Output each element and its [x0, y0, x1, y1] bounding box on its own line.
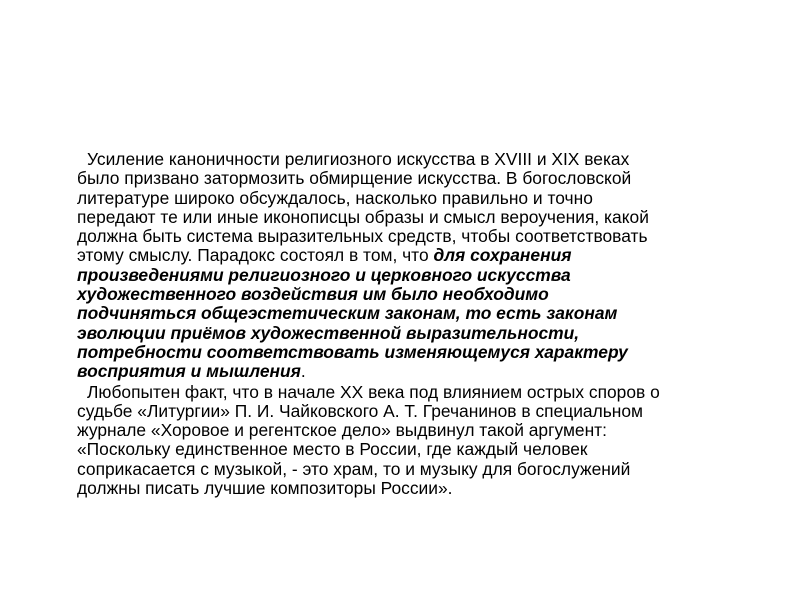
paragraph-2-line: журнале «Хоровое и регентское дело» выдвинул такой аргумент: [77, 420, 607, 441]
paragraph-2-line: «Поскольку единственное место в России, где каждый человек [77, 439, 588, 460]
paragraph-1-line: передают те или иные иконописцы образы и смысл вероучения, какой [77, 206, 649, 227]
emphasized-line: подчиняться общеэстетическим законам, то есть законам [77, 303, 618, 324]
paragraph-2-line: соприкасается с музыкой, - это храм, то и музыку для богослужений [77, 458, 631, 479]
emphasized-text: восприятия и мышления [77, 361, 301, 382]
text-block [77, 150, 733, 498]
paragraph-1-line: литературе широко обсуждалось, насколько правильно и точно [77, 187, 593, 208]
plain-text: . [300, 361, 306, 382]
emphasized-line: произведениями религиозного и церковного искусства [77, 264, 571, 285]
paragraph-1-line: должна быть система выразительных средств, чтобы соответствовать [77, 226, 648, 247]
paragraph-2 [77, 383, 733, 499]
paragraph-1-line: было призвано затормозить обмирщение искусства. В богословской [77, 168, 632, 189]
emphasized-line: эволюции приёмов художественной выразительности, [77, 322, 580, 343]
paragraph-2-line: судьбе «Литургии» П. И. Чайковского А. Т. Гречанинов в специальном [77, 400, 644, 421]
emphasized-text: для сохранения [433, 245, 572, 266]
plain-text: этому смыслу. Парадокс состоял в том, что [77, 245, 434, 266]
paragraph-2-line: должны писать лучшие композиторы России». [77, 478, 453, 499]
paragraph-1-line [77, 246, 733, 265]
emphasized-line: художественного воздействия им было необходимо [77, 284, 549, 305]
paragraph-1 [77, 150, 733, 382]
paragraph-1-line [77, 362, 733, 381]
emphasized-line: потребности соответствовать изменяющемуся характеру [77, 341, 628, 362]
paragraph-2-line: Любопытен факт, что в начале XX века под влиянием острых споров о [87, 381, 660, 402]
paragraph-1-line: Усиление каноничности религиозного искусства в XVIII и XIX веках [87, 149, 630, 169]
